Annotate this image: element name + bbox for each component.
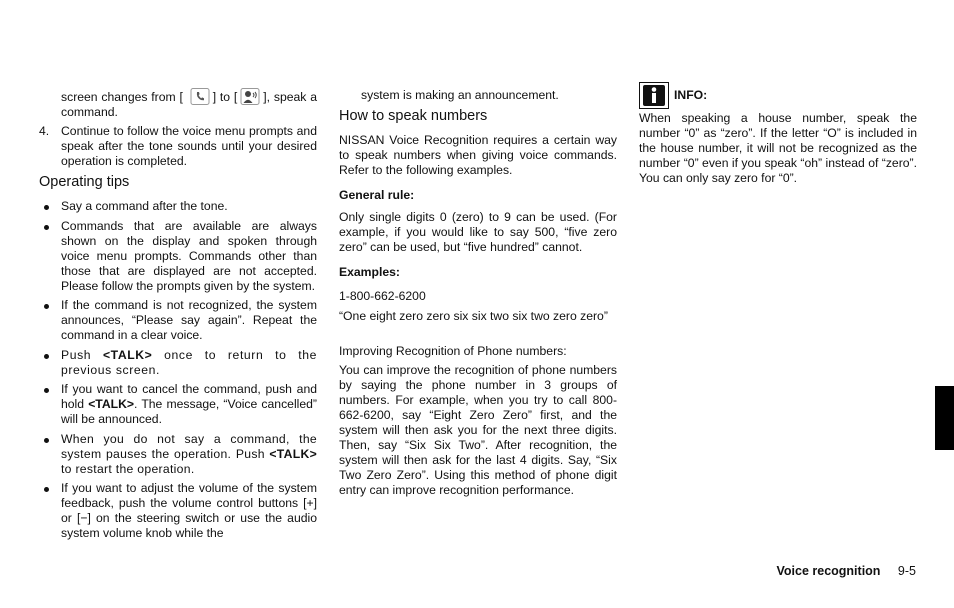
talk-key-label: <TALK> (102, 347, 153, 362)
talking-person-icon (240, 88, 260, 105)
general-rule-label: General rule: (339, 188, 415, 202)
list-item: Commands that are available are always shown on the display and spoken through voice menu prompts. Commands other than those that are displayed are not accepted. Please follow the prompts given by the system. (39, 219, 317, 294)
list-item: If you want to adjust the volume of the system feedback, push the volume control buttons [+] or [−] on the steering switch or use the audio system volume knob while the (39, 481, 317, 541)
list-item: Push <TALK> once to return to the previous screen. (39, 348, 317, 378)
list-item: When you do not say a command, the system pauses the operation. Push <TALK> to restart the operation. (39, 432, 317, 477)
chapter-tab (935, 386, 954, 450)
talk-key-label: <TALK> (269, 446, 317, 461)
list-item: If the command is not recognized, the system announces, “Please say again”. Repeat the command in a clear voice. (39, 298, 317, 343)
info-label: INFO: (674, 88, 708, 102)
improving-text: You can improve the recognition of phone numbers by saying the phone number in 3 groups of numbers. For example, when you try to call 800-662-6200, say “Eight Zero Zero” first, and the system will then ask you for the next three digits. Then, say “Six Six Two”. After recognition, the system will then ask for the last 4 digits. Say, “Six Two Zero Zero”. Using this method of phone digit entry can improve recognition performance. (339, 363, 617, 497)
general-rule-text: Only single digits 0 (zero) to 9 can be used. (For example, if you would like to say 500, “five zero zero” can be used, but “five hundred” cannot. (339, 210, 617, 254)
footer-section-title: Voice recognition (776, 564, 881, 578)
list-item: If you want to cancel the command, push and hold <TALK>. The message, “Voice cancelled” will be announced. (39, 382, 317, 427)
talk-key-label: <TALK> (88, 397, 135, 411)
example-number: 1-800-662-6200 (339, 289, 426, 303)
page-footer (776, 563, 916, 579)
operating-tips-list (39, 199, 317, 546)
info-icon (639, 82, 669, 113)
section-heading: How to speak numbers (339, 108, 488, 124)
info-text: When speaking a house number, speak the number “0” as “zero”. If the letter “O” is included in the house number, it will not be recognized as the number “0” even if you speak “oh” instead of “zero”. You can only say zero for “0”. (639, 111, 917, 185)
step-4: 4. Continue to follow the voice menu prompts and speak after the tone sounds until your desired operation is completed. (39, 124, 317, 168)
bullet-continuation: system is making an announcement. (361, 88, 559, 102)
page-number: 9-5 (897, 564, 916, 578)
examples-label: Examples: (339, 265, 400, 279)
intro-continuation: screen changes from [ ] to [ ], speak a command. (61, 90, 317, 119)
example-spoken: “One eight zero zero six six two six two zero zero” (339, 309, 608, 323)
list-item: Say a command after the tone. (39, 199, 317, 214)
phone-handset-icon (190, 88, 210, 105)
operating-tips-heading: Operating tips (39, 174, 130, 190)
improving-label: Improving Recognition of Phone numbers: (339, 344, 567, 358)
intro-paragraph: NISSAN Voice Recognition requires a certain way to speak numbers when giving voice commands. Refer to the following examples. (339, 133, 617, 177)
